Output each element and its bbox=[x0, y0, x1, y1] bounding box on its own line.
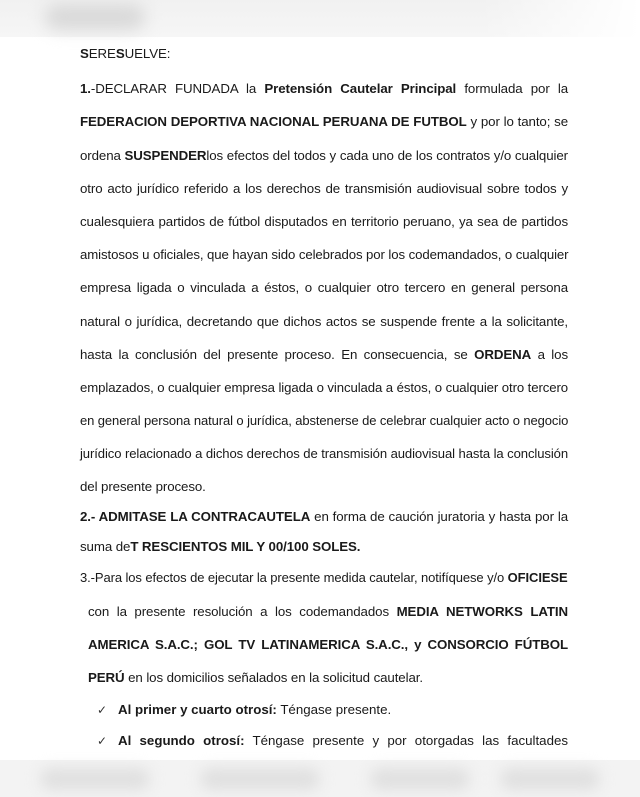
item1-line: empresa ligada o vinculada a éstos, o cualquier otro tercero en general persona bbox=[80, 280, 568, 295]
item1-line: amistosos u oficiales, que hayan sido celebrados por los codemandados, o cualquier bbox=[80, 247, 569, 262]
item1-line bbox=[80, 346, 568, 364]
text-run-bold: SUSPENDER bbox=[124, 148, 207, 163]
text-run-bold: PERÚ bbox=[88, 670, 125, 685]
text-run: 3.-Para los efectos de ejecutar la presente medida cautelar, notifíquese y/o bbox=[80, 570, 508, 585]
redacted-footer-smudge bbox=[200, 768, 320, 790]
item1-line: otro acto jurídico referido a los derechos de transmisión audiovisual sobre todos y bbox=[80, 181, 568, 196]
redacted-footer-smudge bbox=[40, 768, 150, 790]
text-run: Téngase presente. bbox=[276, 702, 392, 717]
text-run: en los domicilios señalados en la solicitud cautelar. bbox=[124, 670, 423, 685]
item1-line: en general persona natural o jurídica, abstenerse de celebrar cualquier acto o negocio bbox=[80, 413, 569, 428]
text-run: a los bbox=[531, 347, 568, 362]
item2-line bbox=[80, 508, 568, 526]
text-run: los efectos del todos y cada uno de los contratos y/o cualquier bbox=[206, 148, 568, 163]
checkmark-icon: ✓ bbox=[97, 734, 108, 748]
redacted-header-smudge bbox=[45, 4, 145, 30]
text-run: suma de bbox=[80, 539, 131, 554]
text-run-bold: OFICIESE bbox=[507, 570, 568, 585]
redacted-footer-smudge bbox=[500, 768, 600, 790]
item3-line: AMERICA S.A.C.; GOL TV LATINAMERICA S.A.C., y CONSORCIO FÚTBOL bbox=[88, 637, 568, 652]
redacted-footer bbox=[0, 760, 640, 797]
item1-line bbox=[80, 147, 568, 165]
text-run: formulada por la bbox=[456, 81, 568, 96]
list-item bbox=[97, 732, 568, 750]
text-run-bold: Al segundo otrosí: bbox=[118, 733, 245, 748]
item1-line bbox=[80, 113, 568, 131]
item3-line bbox=[80, 569, 568, 587]
resolution-heading bbox=[80, 45, 568, 63]
list-item bbox=[97, 701, 568, 719]
heading-part: ERE bbox=[88, 46, 116, 61]
item1-line: cualesquiera partidos de fútbol disputados en territorio peruano, ya sea de partidos bbox=[80, 214, 568, 229]
text-run-bold: FEDERACION DEPORTIVA NACIONAL PERUANA DE FUTBOL bbox=[80, 114, 467, 129]
item1-line bbox=[80, 80, 568, 98]
item1-line: jurídico relacionado a dichos derechos de transmisión audiovisual hasta la conclusión bbox=[80, 446, 569, 461]
item1-line: emplazados, o cualquier empresa ligada o vinculada a éstos, o cualquier otro tercero bbox=[80, 380, 569, 395]
text-run: -DECLARAR FUNDADA la bbox=[90, 81, 265, 96]
text-run-bold: T RESCIENTOS MIL Y 00/100 SOLES. bbox=[130, 539, 361, 554]
text-run-bold: 2.- ADMITASE LA CONTRACAUTELA bbox=[80, 509, 311, 524]
heading-part: : bbox=[166, 46, 171, 61]
list-item-text bbox=[118, 701, 568, 719]
item1-line: del presente proceso. bbox=[80, 479, 206, 494]
text-run: hasta la conclusión del presente proceso. En consecuencia, se bbox=[80, 347, 475, 362]
text-run-bold: Al primer y cuarto otrosí: bbox=[118, 702, 277, 717]
redacted-footer-smudge bbox=[370, 768, 470, 790]
text-run: con la presente resolución a los codemandados bbox=[88, 604, 397, 619]
redacted-header bbox=[0, 0, 640, 37]
item1-line: natural o jurídica, decretando que dichos actos se suspende frente a la solicitante, bbox=[80, 314, 568, 329]
heading-part: S bbox=[80, 46, 89, 61]
text-run: en forma de caución juratoria y hasta por la bbox=[310, 509, 568, 524]
text-run-bold: MEDIA NETWORKS LATIN bbox=[396, 604, 568, 619]
header-fade bbox=[480, 0, 640, 37]
text-run: Téngase presente y por otorgadas las facultades bbox=[244, 733, 569, 748]
item3-line bbox=[88, 669, 568, 687]
item3-line bbox=[88, 603, 568, 621]
text-run-bold: ORDENA bbox=[474, 347, 532, 362]
text-run: y por lo tanto; se bbox=[466, 114, 568, 129]
item-number: 1. bbox=[80, 81, 91, 96]
text-run: ordena bbox=[80, 148, 125, 163]
item2-line bbox=[80, 538, 568, 556]
checkmark-icon: ✓ bbox=[97, 703, 108, 717]
heading-part: UELVE bbox=[124, 46, 167, 61]
heading-part: S bbox=[115, 46, 125, 61]
text-run-bold: Pretensión Cautelar Principal bbox=[264, 81, 457, 96]
list-item-text bbox=[118, 732, 568, 750]
